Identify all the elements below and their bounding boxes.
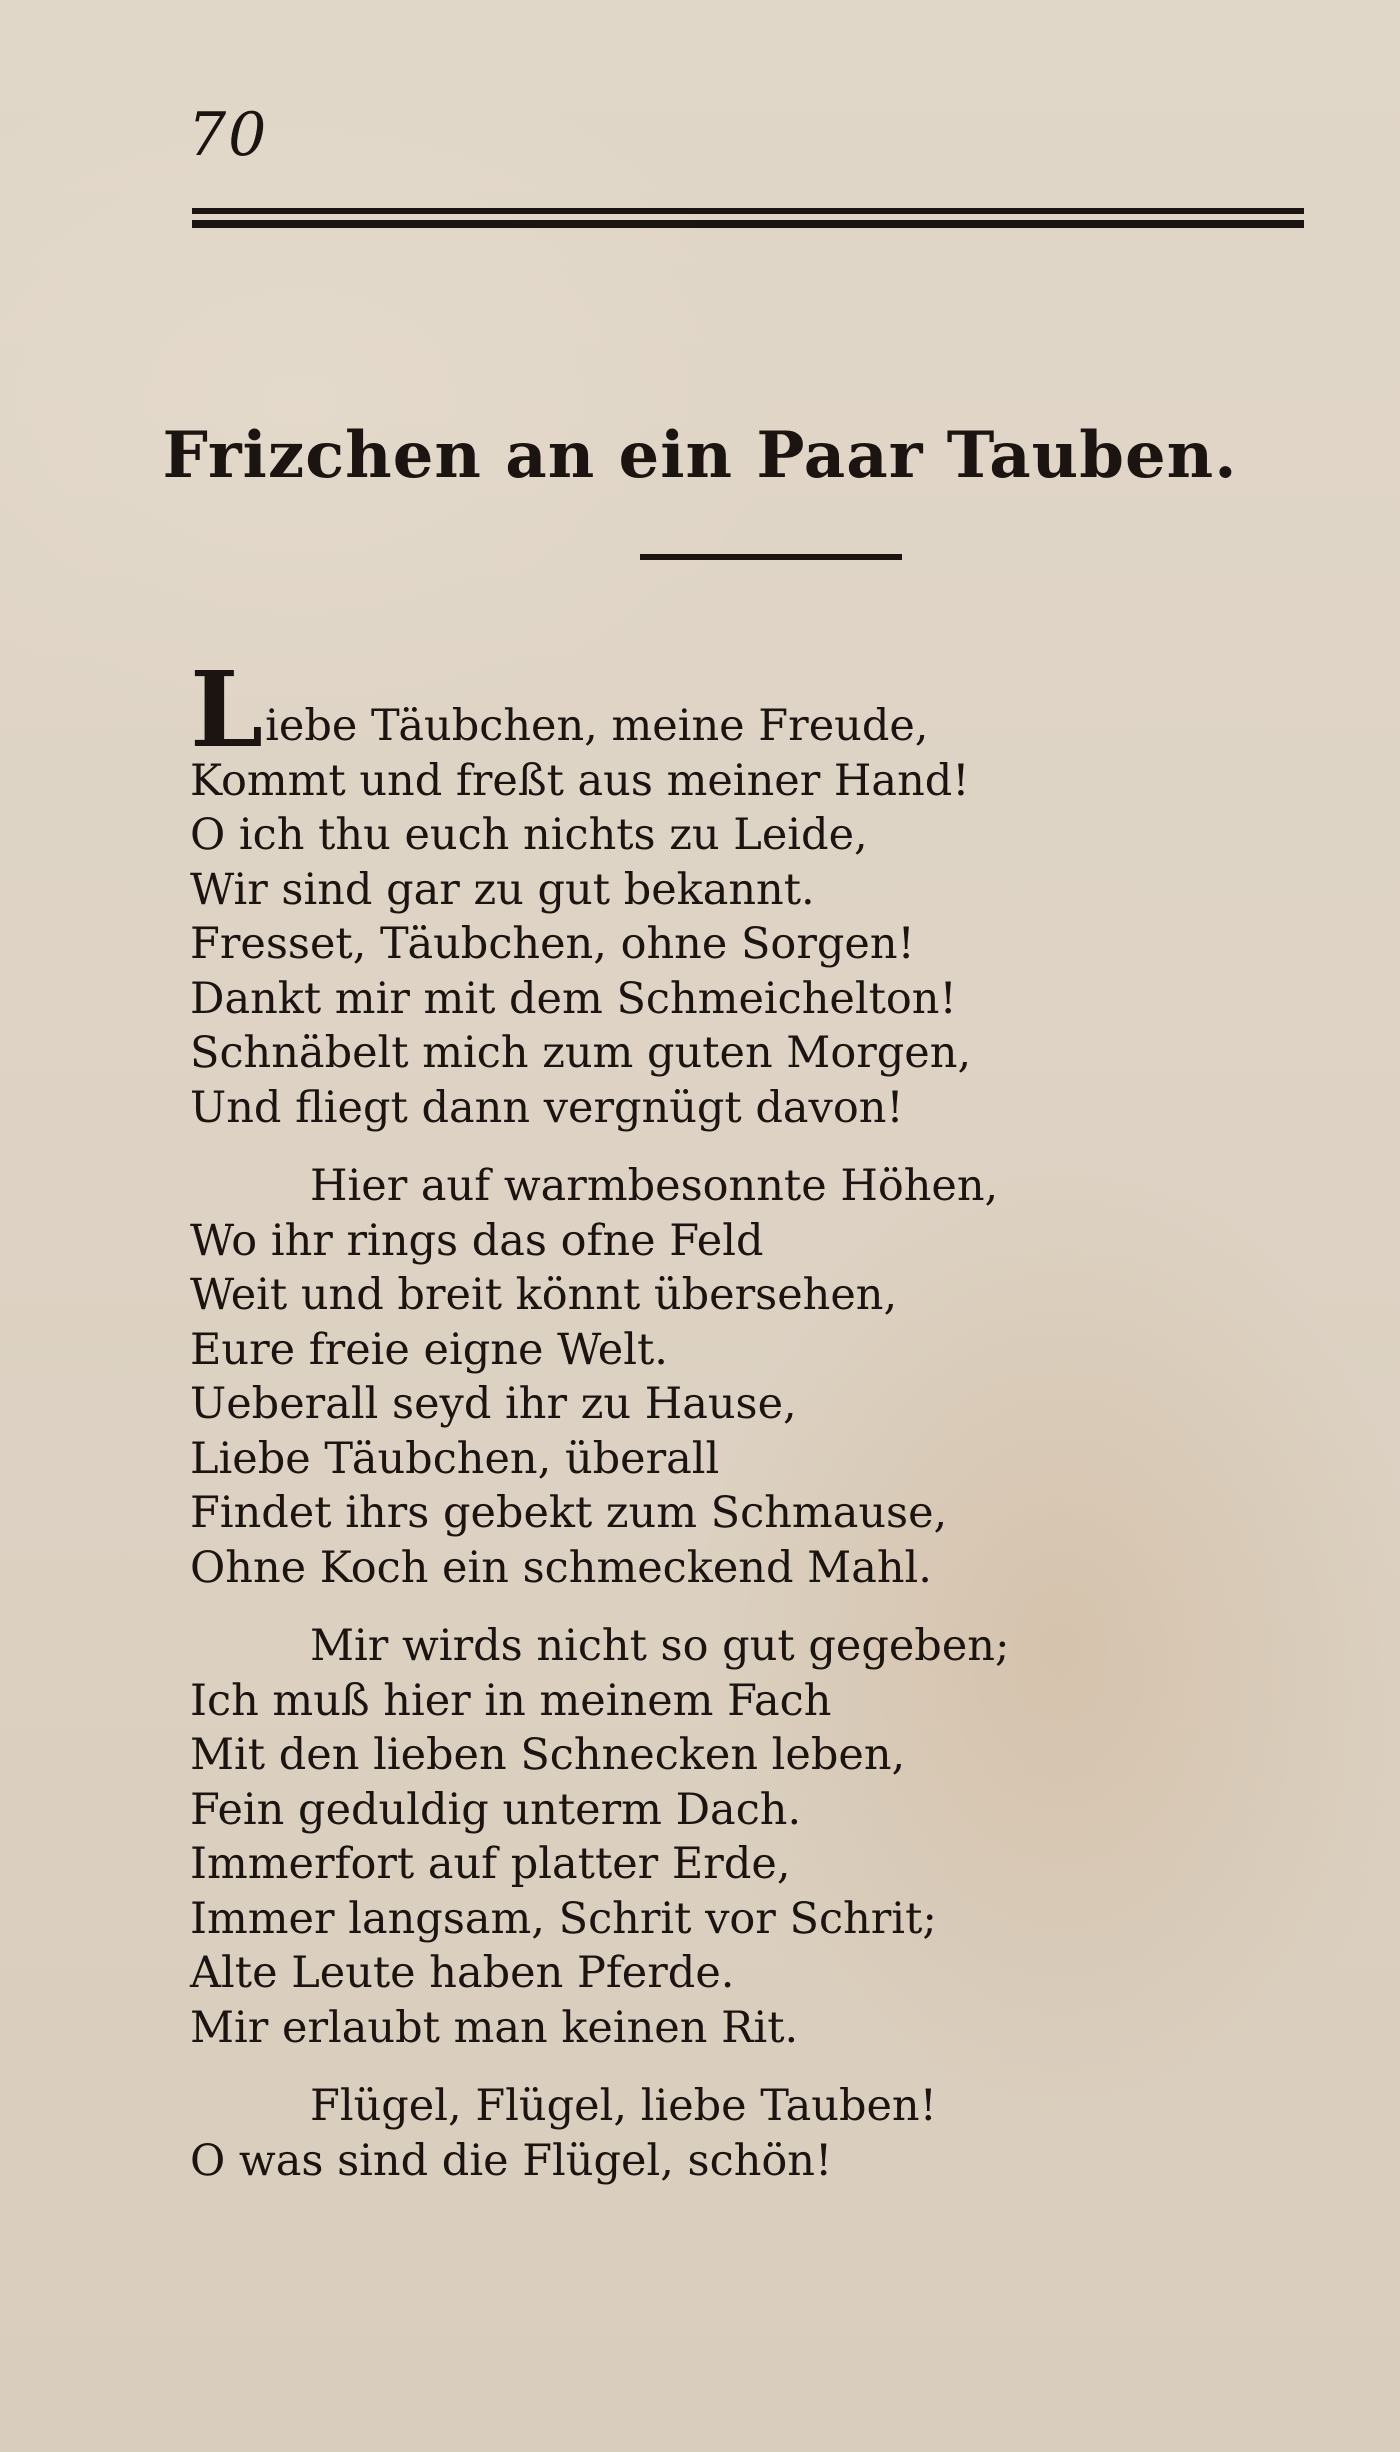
poem-title: Frizchen an ein Paar Tauben. <box>162 418 1238 493</box>
poem-line: Ich muß hier in meinem Fach <box>190 1675 832 1726</box>
stanza-3 <box>190 1619 1320 2055</box>
poem-line: Weit und breit könnt übersehen, <box>190 1270 898 1320</box>
poem-line: Liebe Täubchen, überall <box>190 1433 720 1484</box>
stanza-1 <box>190 648 1320 1135</box>
poem-line: Und fliegt dann vergnügt davon! <box>190 1082 904 1133</box>
poem-line: Schnäbelt mich zum guten Morgen, <box>190 1028 972 1078</box>
poem-line: Wir sind gar zu gut bekannt. <box>190 864 815 915</box>
poem-line: Ohne Koch ein schmeckend Mahl. <box>190 1542 932 1593</box>
poem-line: Immer langsam, Schrit vor Schrit; <box>190 1893 937 1944</box>
poem-line: Mir wirds nicht so gut gegeben; <box>310 1621 1010 1671</box>
poem-line: Findet ihrs gebekt zum Schmause, <box>190 1488 948 1538</box>
poem-line: O ich thu euch nichts zu Leide, <box>190 810 868 860</box>
poem-body <box>190 648 1320 2188</box>
poem-line: Mit den lieben Schnecken leben, <box>190 1730 906 1780</box>
poem-line: O was sind die Flügel, schön! <box>190 2135 833 2186</box>
poem-line: Immerfort auf platter Erde, <box>190 1839 791 1889</box>
stanza-2 <box>190 1159 1320 1595</box>
page-number: 70 <box>188 100 269 170</box>
poem-line: Hier auf warmbesonnte Höhen, <box>310 1161 999 1211</box>
poem-line: Flügel, Flügel, liebe Tauben! <box>310 2081 937 2131</box>
drop-cap: L <box>190 648 264 771</box>
header-rule-thin <box>192 208 1304 214</box>
poem-line-text: iebe Täubchen, meine Freude, <box>265 701 929 751</box>
title-rule <box>640 554 902 560</box>
poem-line: Eure freie eigne Welt. <box>190 1324 668 1375</box>
poem-line: Kommt und freßt aus meiner Hand! <box>190 755 970 806</box>
poem-line: Fresset, Täubchen, ohne Sorgen! <box>190 919 915 969</box>
poem-line: Dankt mir mit dem Schmeichelton! <box>190 973 957 1024</box>
poem-line: Fein geduldig unterm Dach. <box>190 1784 802 1835</box>
poem-line: Ueberall seyd ihr zu Hause, <box>190 1379 797 1429</box>
poem-line <box>190 648 1320 771</box>
poem-line: Alte Leute haben Pferde. <box>190 1948 735 1998</box>
header-double-rule <box>192 208 1304 230</box>
poem-line: Mir erlaubt man keinen Rit. <box>190 2002 799 2053</box>
poem-line: Wo ihr rings das ofne Feld <box>190 1215 764 1266</box>
stanza-4 <box>190 2079 1320 2188</box>
header-rule-thick <box>192 220 1304 228</box>
